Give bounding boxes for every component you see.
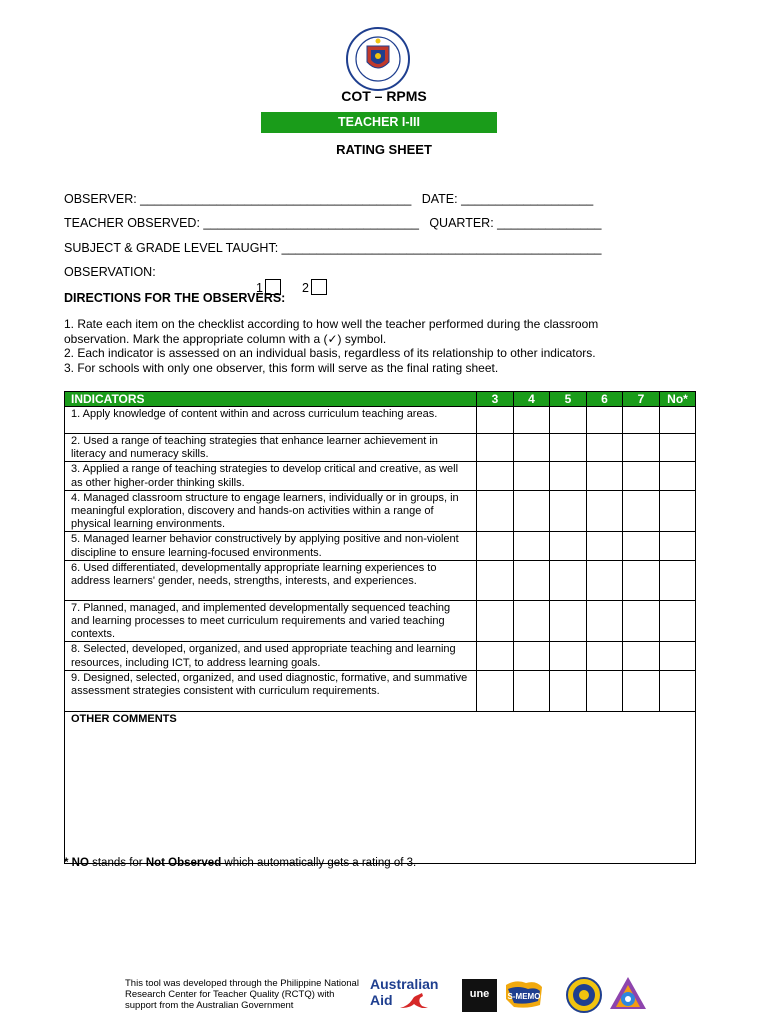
rating-cell[interactable]: [587, 642, 623, 670]
rating-cell[interactable]: [550, 642, 587, 670]
rating-cell[interactable]: [550, 434, 587, 462]
une-logo-text: une: [469, 988, 490, 1000]
observation-2-label: 2: [301, 281, 309, 295]
table-row: [65, 560, 696, 600]
rating-cell[interactable]: [623, 560, 660, 600]
indicator-text: 2. Used a range of teaching strategies that enhance learner achievement in literacy and numeracy skills.: [65, 434, 477, 462]
rating-cell[interactable]: [623, 642, 660, 670]
footer-credit: This tool was developed through the Philippine National Research Center for Teacher Quality (RCTQ) with support from the Australian Government: [125, 978, 359, 1011]
rating-cell[interactable]: [623, 407, 660, 434]
partner-seal-logo: [565, 977, 603, 1013]
rating-cell[interactable]: [514, 407, 550, 434]
rating-cell[interactable]: [477, 407, 514, 434]
rating-cell[interactable]: [623, 434, 660, 462]
rating-cell[interactable]: [660, 600, 696, 642]
rating-cell[interactable]: [477, 670, 514, 711]
position-banner: TEACHER I-III: [261, 112, 497, 133]
une-logo: [462, 979, 497, 1012]
page-subtitle: RATING SHEET: [336, 142, 432, 157]
header-rating-3: 3: [477, 392, 514, 407]
rating-cell[interactable]: [514, 532, 550, 560]
rating-cell[interactable]: [587, 490, 623, 532]
table-row: [65, 642, 696, 670]
rating-cell[interactable]: [477, 490, 514, 532]
rating-cell[interactable]: [587, 560, 623, 600]
rating-cell[interactable]: [623, 532, 660, 560]
header-rating-4: 4: [514, 392, 550, 407]
indicator-text: 3. Applied a range of teaching strategies to develop critical and creative, as well as other higher-order thinking skills.: [65, 462, 477, 490]
observation-2-checkbox[interactable]: [311, 279, 327, 295]
rating-cell[interactable]: [623, 490, 660, 532]
rating-cell[interactable]: [514, 434, 550, 462]
australian-aid-logo: [370, 977, 446, 1013]
footnote: [64, 857, 416, 869]
rating-cell[interactable]: [477, 462, 514, 490]
table-row: [65, 600, 696, 642]
rating-cell[interactable]: [587, 670, 623, 711]
footnote-prefix: *: [64, 857, 72, 869]
directions-heading: DIRECTIONS FOR THE OBSERVERS:: [64, 291, 286, 305]
rating-cell[interactable]: [623, 462, 660, 490]
rating-cell[interactable]: [660, 462, 696, 490]
seameo-text: S-MEMO: [507, 992, 541, 1001]
aus-aid-line2: Aid: [370, 992, 393, 1008]
rating-cell[interactable]: [623, 600, 660, 642]
kangaroo-icon: [398, 992, 432, 1010]
table-header-row: [65, 392, 696, 407]
header-not-observed: No*: [660, 392, 696, 407]
observation-option-2[interactable]: [295, 265, 327, 295]
rating-cell[interactable]: [514, 490, 550, 532]
rating-cell[interactable]: [587, 434, 623, 462]
comments-row: [65, 711, 696, 863]
rating-cell[interactable]: [587, 462, 623, 490]
page-title: COT – RPMS: [341, 88, 427, 104]
indicator-text: 1. Apply knowledge of content within and across curriculum teaching areas.: [65, 407, 477, 434]
indicator-text: 4. Managed classroom structure to engage learners, individually or in groups, in meaningful exploration, discovery and hands-on activities within a range of physical learning environments.: [65, 490, 477, 532]
rating-cell[interactable]: [660, 407, 696, 434]
rating-table: [64, 391, 696, 864]
indicator-text: 8. Selected, developed, organized, and used appropriate teaching and learning resources, including ICT, to address learning goals.: [65, 642, 477, 670]
header-rating-6: 6: [587, 392, 623, 407]
table-row: [65, 462, 696, 490]
rating-cell[interactable]: [477, 600, 514, 642]
table-row: [65, 532, 696, 560]
rating-cell[interactable]: [550, 532, 587, 560]
rating-cell[interactable]: [477, 560, 514, 600]
rating-cell[interactable]: [550, 462, 587, 490]
rating-cell[interactable]: [623, 670, 660, 711]
deped-seal: [339, 26, 417, 92]
indicator-text: 5. Managed learner behavior constructively by applying positive and non-violent discipline to ensure learning-focused environments.: [65, 532, 477, 560]
table-row: [65, 434, 696, 462]
header-rating-7: 7: [623, 392, 660, 407]
other-comments-label: OTHER COMMENTS: [71, 712, 177, 725]
rating-cell[interactable]: [660, 642, 696, 670]
rating-cell[interactable]: [660, 670, 696, 711]
header-indicators: INDICATORS: [65, 392, 477, 407]
rating-cell[interactable]: [660, 490, 696, 532]
rating-cell[interactable]: [660, 560, 696, 600]
table-row: [65, 490, 696, 532]
footnote-no: NO: [71, 857, 89, 869]
rating-cell[interactable]: [477, 532, 514, 560]
rating-cell[interactable]: [660, 532, 696, 560]
indicator-text: 9. Designed, selected, organized, and used diagnostic, formative, and summative assessment strategies consistent with curriculum requirements.: [65, 670, 477, 711]
header-rating-5: 5: [550, 392, 587, 407]
footnote-not-observed: Not Observed: [145, 857, 222, 869]
indicator-text: 6. Used differentiated, developmentally appropriate learning experiences to address learners' gender, needs, strengths, interests, and experiences.: [65, 560, 477, 600]
rating-cell[interactable]: [550, 670, 587, 711]
observer-date-field[interactable]: OBSERVER: _______________________________________ DATE: ___________________: [64, 192, 594, 206]
indicator-text: 7. Planned, managed, and implemented developmentally sequenced teaching and learning processes to meet curriculum requirements and varied teaching contexts.: [65, 600, 477, 642]
rating-cell[interactable]: [477, 434, 514, 462]
rating-cell[interactable]: [477, 642, 514, 670]
table-row: [65, 407, 696, 434]
rating-cell[interactable]: [550, 407, 587, 434]
rating-cell[interactable]: [550, 490, 587, 532]
rating-cell[interactable]: [514, 600, 550, 642]
observation-label: OBSERVATION:: [64, 265, 156, 279]
rating-cell[interactable]: [587, 532, 623, 560]
observation-1-label: 1: [255, 281, 263, 295]
rating-cell[interactable]: [587, 600, 623, 642]
other-comments-box[interactable]: [65, 711, 696, 863]
table-row: [65, 670, 696, 711]
rctq-logo: [608, 975, 648, 1013]
rating-cell[interactable]: [514, 560, 550, 600]
teacher-quarter-field[interactable]: TEACHER OBSERVED: _______________________________ QUARTER: _______________: [64, 216, 602, 230]
rating-cell[interactable]: [550, 600, 587, 642]
rating-cell[interactable]: [587, 407, 623, 434]
rating-cell[interactable]: [514, 462, 550, 490]
directions-list: [64, 317, 664, 375]
rating-cell[interactable]: [514, 642, 550, 670]
aus-aid-line1: Australian: [370, 976, 439, 992]
direction-item: 3. For schools with only one observer, this form will serve as the final rating sheet.: [64, 360, 499, 375]
subject-grade-field[interactable]: SUBJECT & GRADE LEVEL TAUGHT: ______________________________________________: [64, 241, 602, 255]
footnote-mid: stands for: [88, 857, 146, 869]
direction-item: 1. Rate each item on the checklist according to how well the teacher performed during the classroom observation. Mark the appropriate column with a (✓) symbol.: [64, 317, 599, 346]
rating-cell[interactable]: [514, 670, 550, 711]
footnote-suffix: which automatically gets a rating of 3.: [221, 857, 417, 869]
direction-item: 2. Each indicator is assessed on an individual basis, regardless of its relationship to other indicators.: [64, 346, 596, 361]
rating-cell[interactable]: [660, 434, 696, 462]
rating-cell[interactable]: [550, 560, 587, 600]
seameo-logo: [502, 977, 546, 1012]
